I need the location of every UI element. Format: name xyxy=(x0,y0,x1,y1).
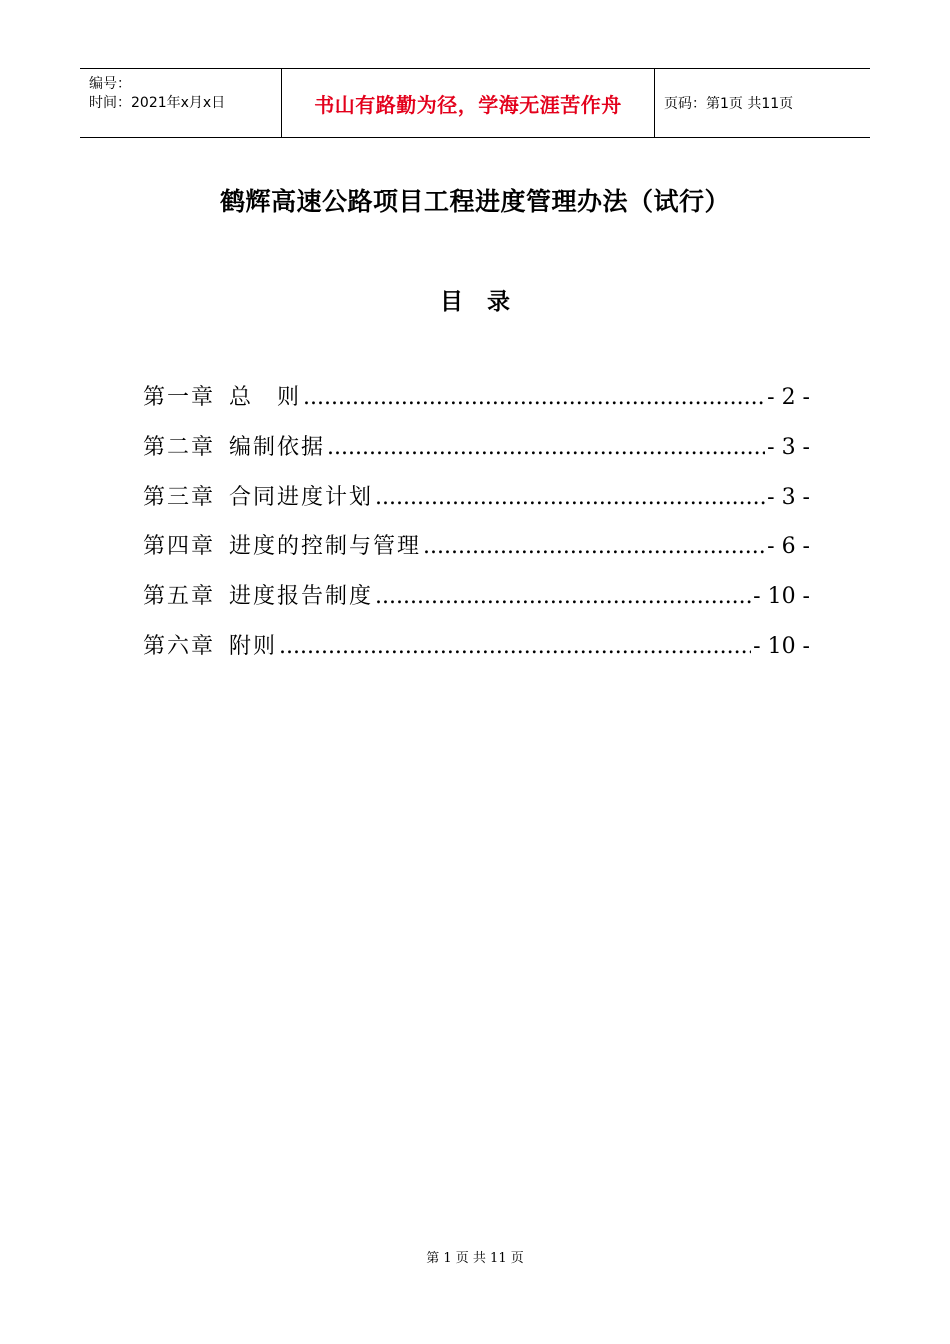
serial-label: 编号： xyxy=(89,76,131,92)
toc-leader xyxy=(375,485,765,510)
toc-page: - 3 - xyxy=(767,484,810,510)
toc-leader xyxy=(279,634,751,659)
toc-chapter: 第五章 xyxy=(143,584,216,610)
toc-chapter: 第三章 xyxy=(143,484,216,510)
toc-entry[interactable] xyxy=(143,380,810,430)
toc-title: 总 则 xyxy=(229,385,302,410)
toc-title: 编制依据 xyxy=(229,434,326,460)
toc-entry[interactable] xyxy=(143,529,810,579)
toc-title: 附则 xyxy=(229,633,278,659)
date-label: 时间：2021年x月x日 xyxy=(89,95,226,111)
toc-page: - 10 - xyxy=(753,584,810,610)
toc-title: 合同进度计划 xyxy=(229,484,374,510)
toc-leader xyxy=(423,534,765,559)
page-footer: 第 1 页 共 11 页 xyxy=(426,1251,524,1266)
toc-entry[interactable] xyxy=(143,629,810,679)
table-of-contents xyxy=(143,380,810,679)
document-title: 鹤辉高速公路项目工程进度管理办法（试行） xyxy=(219,187,730,216)
toc-leader xyxy=(327,435,765,460)
toc-entry[interactable] xyxy=(143,430,810,480)
document-header xyxy=(80,68,870,138)
toc-heading xyxy=(0,283,950,316)
toc-entry[interactable] xyxy=(143,480,810,530)
toc-page: - 3 - xyxy=(767,434,810,460)
toc-chapter: 第四章 xyxy=(143,534,216,560)
toc-leader xyxy=(375,584,751,609)
toc-chapter: 第六章 xyxy=(143,633,216,659)
toc-leader xyxy=(303,385,765,410)
toc-chapter: 第二章 xyxy=(143,434,216,460)
toc-chapter: 第一章 xyxy=(143,385,216,410)
toc-page: - 6 - xyxy=(767,534,810,560)
toc-page: - 10 - xyxy=(753,633,810,659)
header-motto-cell xyxy=(282,69,655,137)
header-meta-cell xyxy=(80,69,282,137)
motto-text: 书山有路勤为径，学海无涯苦作舟 xyxy=(314,92,622,117)
toc-heading-text: 目录 xyxy=(440,288,534,315)
toc-entry[interactable] xyxy=(143,579,810,629)
header-page-info: 页码：第1页 共11页 xyxy=(664,96,794,112)
toc-page: - 2 - xyxy=(767,385,810,410)
toc-title: 进度的控制与管理 xyxy=(229,534,422,560)
toc-title: 进度报告制度 xyxy=(229,584,374,610)
